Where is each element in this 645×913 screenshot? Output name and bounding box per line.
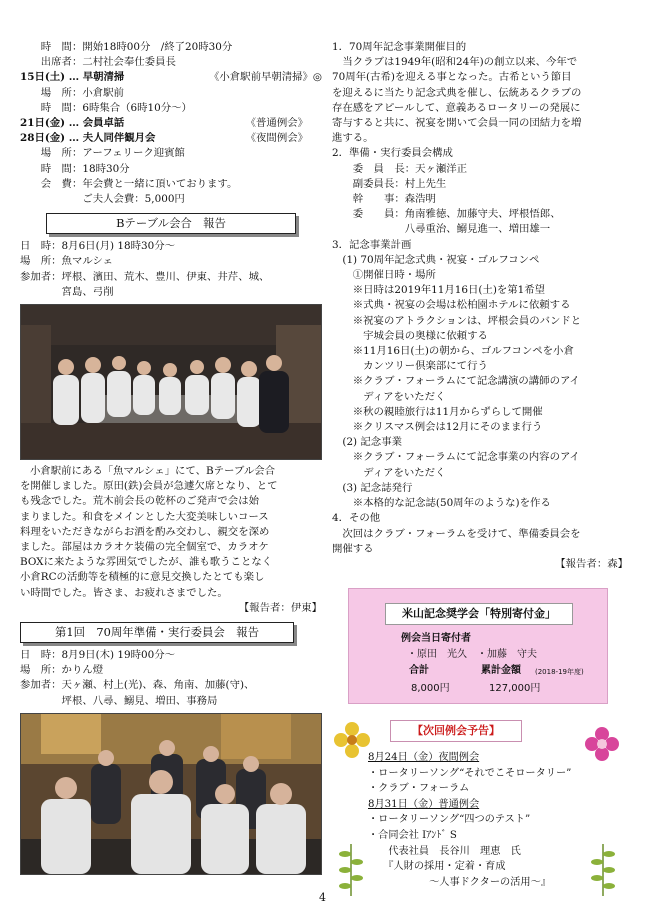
plan-line: 開催する: [332, 542, 374, 555]
schedule-list: [20, 40, 322, 207]
plan-line: (3) 記念誌発行: [332, 481, 413, 494]
plan-line: 八尋重治、鰯見進一、増田雄一: [332, 223, 551, 236]
plan-line: 70周年(古希)を迎える事となった。古希という節目: [332, 71, 572, 84]
plan-line: ディアをいただく: [332, 466, 446, 479]
plan-line: 当クラブは1949年(昭和24年)の創立以来、今年で: [332, 56, 578, 69]
plan-line: ※クラブ・フォーラムにて記念事業の内容のアイ: [332, 451, 580, 464]
leaf-icon: [336, 840, 366, 896]
notice-title: 【次回例会予告】: [390, 720, 522, 742]
schedule-line: 時 間：18時30分: [20, 162, 130, 175]
notice-line: ～人事ドクターの活用～』: [368, 876, 551, 888]
plan-line: を迎えるに当たり記念式典を催し、伝統あるクラブの: [332, 86, 582, 99]
plan-line: カンツリー倶楽部にて行う: [332, 360, 488, 373]
donation-box: [348, 588, 608, 704]
plan-line: ※11月16日(土)の朝から、ゴルフコンペを小倉: [332, 345, 574, 358]
plan-line: ※式典・祝宴の会場は松柏園ホテルに依頼する: [332, 299, 571, 312]
group-photo-b-table: [20, 304, 322, 460]
plan-line: 4．その他: [332, 512, 381, 525]
donation-cum-value: 127,000円: [489, 683, 541, 695]
notice-body: [368, 750, 608, 890]
donation-title: 米山記念奨学会「特別寄付金」: [385, 603, 573, 625]
plan-line: (1) 70周年記念式典・祝宴・ゴルフコンペ: [332, 253, 540, 266]
c-info-line: 場 所：かりん燈: [20, 664, 104, 677]
plan-line: 3．記念事業計画: [332, 238, 412, 251]
plan-reporter: 【報告者：森】: [555, 557, 628, 570]
c-info-line: 日 時：8月9日(木) 19時00分～: [20, 649, 175, 662]
schedule-line: ご夫人会費：5,000円: [20, 193, 185, 206]
notice-line: 8月24日（金）夜間例会: [368, 752, 480, 764]
schedule-line: 場 所：アーフェリーク迎賓館: [20, 147, 185, 160]
plan-line: ※クラブ・フォーラムにて記念講演の講師のアイ: [332, 375, 580, 388]
schedule-line: 時 間：6時集合（6時10分～）: [20, 101, 192, 114]
donation-subtitle: 例会当日寄付者: [401, 633, 471, 645]
group-photo-committee: [20, 713, 322, 875]
schedule-line: 15日(土) … 早朝清掃 《小倉駅前早朝清掃》◎: [20, 71, 322, 84]
plan-line: 次回はクラブ・フォーラムを受けて、準備委員会を: [332, 527, 581, 540]
c-info-line: 坪根、八尋、鰯見、増田、事務局: [20, 694, 218, 707]
schedule-line: 21日(金) … 会員卓話 《普通例会》: [20, 117, 308, 130]
b-report-line: 小倉RCの活動等を積極的に意見交換したとても楽し: [20, 571, 265, 584]
photo-illustration-committee: [21, 714, 321, 874]
plan-line: 寄与すると共に、祝宴を開いて会員一同の団結力を増: [332, 117, 582, 130]
notice-line: 8月31日（金）普通例会: [368, 798, 480, 810]
plan-line: ※日時は2019年11月16日(土)を第1希望: [332, 284, 546, 297]
section-title-70th-committee: 第1回 70周年準備・実行委員会 報告: [20, 622, 294, 643]
notice-line: 代表社員 長谷川 理恵 氏: [368, 845, 521, 857]
b-reporter: 【報告者：伊東】: [238, 601, 322, 614]
b-report-line: い時間でした。皆さま、お疲れさまでした。: [20, 586, 228, 599]
b-report-line: まりました。和食をメインとした大変美味しいコース: [20, 510, 269, 523]
donation-total-value: 8,000円: [411, 683, 450, 695]
section-title-b-table: Bテーブル会合 報告: [46, 213, 296, 234]
notice-line: ・クラブ・フォーラム: [368, 783, 470, 795]
plan-line: ※クリスマス例会は12月にそのまま行う: [332, 421, 543, 434]
plan-line: 進する。: [332, 132, 374, 145]
plan-line: 委 員 長：天ヶ瀬洋正: [332, 162, 468, 175]
plan-line: ※本格的な記念誌(50周年のような)を作る: [332, 497, 551, 510]
right-column: [332, 40, 628, 898]
schedule-line: 時 間：開始18時00分 /終了20時30分: [20, 41, 233, 53]
b-info-line: 日 時：8月6日(月) 18時30分～: [20, 240, 175, 253]
plan-line: 幹 事：森浩明: [332, 193, 436, 206]
plan-line: (2) 記念事業: [332, 436, 402, 449]
plan-section: [332, 40, 628, 572]
next-meeting-notice: [332, 720, 628, 898]
schedule-line: 会 費：年会費と一緒に頂いております。: [20, 177, 238, 190]
plan-line: ※秋の親睦旅行は11月からずらして開催: [332, 405, 543, 418]
schedule-line: 28日(金) … 夫人同伴観月会 《夜間例会》: [20, 132, 308, 145]
plan-line: 2．準備・実行委員会構成: [332, 147, 453, 160]
b-report-line: を開催しました。原田(鉄)会員が急遽欠席となり、とて: [20, 480, 278, 493]
photo-illustration-restaurant: [21, 305, 321, 459]
plan-line: 1．70周年記念事業開催目的: [332, 41, 467, 53]
b-report-line: 料理をいただきながらお酒を酌み交わし、親交を深め: [20, 525, 270, 538]
donation-cum-note: (2018-19年度): [535, 668, 584, 677]
schedule-line: 出席者：二村社会奉仕委員長: [20, 56, 176, 69]
plan-line: 存在感をアピールして、意義あるロータリーの発展に: [332, 101, 581, 114]
page-number: 4: [319, 891, 326, 904]
plan-line: 委 員：角南雅徳、加藤守夫、坪根悟郎、: [332, 208, 561, 221]
donation-total-label: 合計: [409, 665, 429, 677]
b-report-line: も残念でした。荒木前会長の乾杯のご発声で会は始: [20, 495, 259, 508]
b-info-line: 宮島、弓削: [20, 285, 114, 298]
c-info-line: 参加者：天ヶ瀬、村上(光)、森、角南、加藤(守)、: [20, 679, 255, 692]
b-info-line: 場 所：魚マルシェ: [20, 255, 114, 268]
left-column: [20, 40, 322, 875]
flower-icon: [332, 720, 372, 760]
b-info-line: 参加者：坪根、濱田、荒木、豊川、伊東、井芹、城、: [20, 270, 270, 283]
notice-line: ・合同会社 Iｱﾝﾄﾞ S: [368, 830, 457, 842]
plan-line: ディアをいただく: [332, 390, 446, 403]
b-report-line: BOXに来たような雰囲気でしたが、誰も歌うことなく: [20, 556, 273, 569]
donation-donors: ・原田 光久 ・加藤 守夫: [407, 649, 537, 661]
schedule-line: 場 所：小倉駅前: [20, 86, 124, 99]
plan-line: 宇城会員の奥様に依頼する: [332, 329, 488, 342]
donation-cum-label: 累計金額: [481, 665, 521, 677]
notice-line: ・ロータリーソング“四つのテスト”: [368, 814, 531, 826]
plan-line: ①開催日時・場所: [332, 269, 436, 282]
notice-line: ・ロータリーソング“それでこそロータリー”: [368, 767, 572, 779]
plan-line: 副委員長：村上先生: [332, 177, 447, 190]
notice-line: 『人財の採用・定着・育成: [368, 861, 506, 873]
b-report-line: ました。部屋はカラオケ装備の完全個室で、カラオケ: [20, 541, 269, 554]
b-report-line: 小倉駅前にある「魚マルシェ」にて、Bテーブル会合: [30, 465, 276, 478]
plan-line: ※祝宴のアトラクションは、坪根会員のバンドと: [332, 314, 582, 327]
